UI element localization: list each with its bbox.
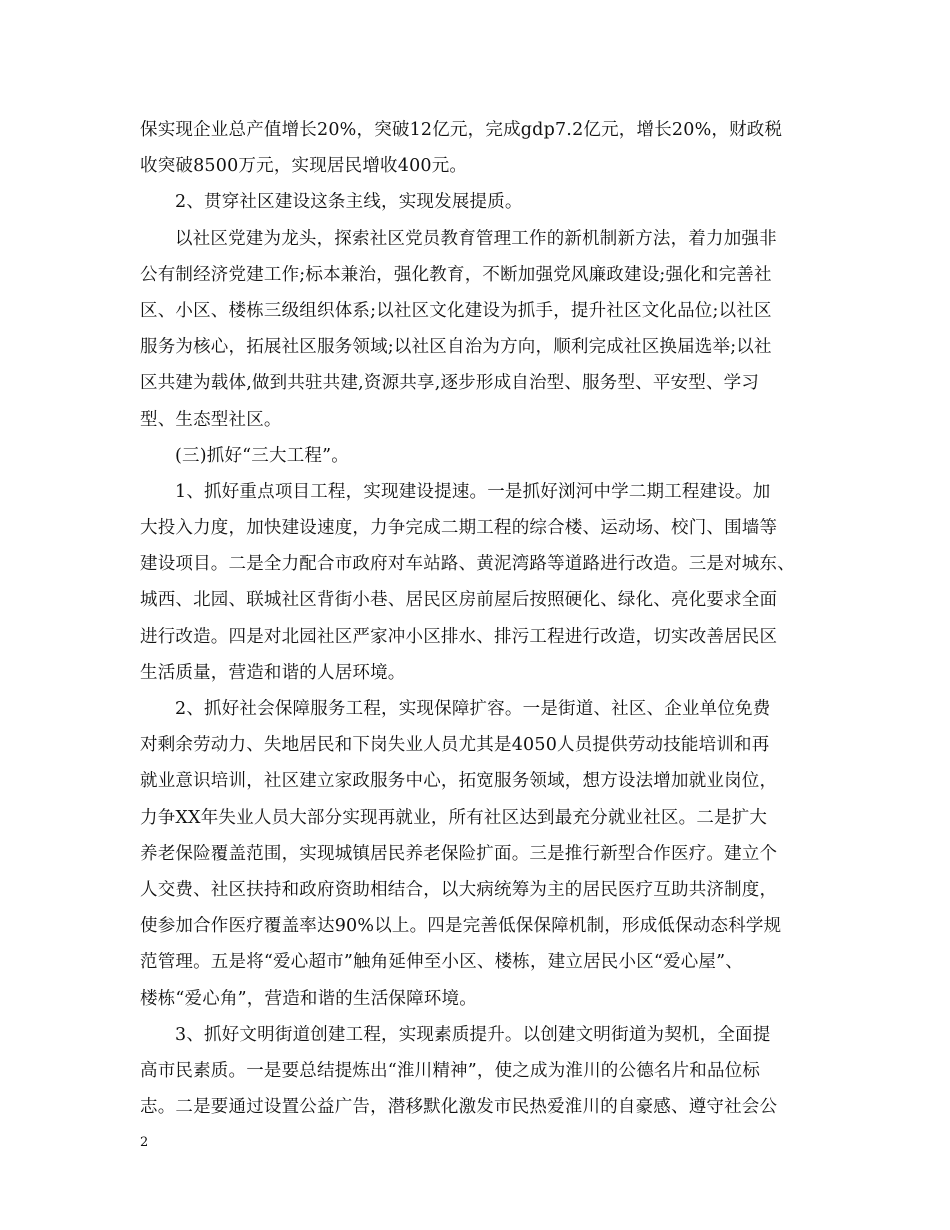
text-line: 区、小区、楼栋三级组织体系;以社区文化建设为抓手，提升社区文化品位;以社区 [140, 300, 772, 321]
text-line: 人交费、社区扶持和政府资助相结合，以大病统筹为主的居民医疗互助共济制度， [140, 879, 778, 900]
text-line: 范管理。五是将“爱心超市”触角延伸至小区、楼栋，建立居民小区“爱心屋”、 [140, 952, 743, 973]
text-line: 保实现企业总产值增长20%，突破12亿元，完成gdp7.2亿元，增长20%，财政税 [140, 120, 783, 140]
text-line: 高市民素质。一是要总结提炼出“淮川精神”，使之成为淮川的公德名片和品位标 [140, 1060, 761, 1081]
text-line: 区共建为载体,做到共驻共建,资源共享,逐步形成自治型、服务型、平安型、学习 [140, 373, 760, 394]
text-line: 生活质量，营造和谐的人居环境。 [140, 662, 406, 683]
text-line: 2、抓好社会保障服务工程，实现保障扩容。一是街道、社区、企业单位免费 [175, 699, 771, 719]
section-heading: (三)抓好“三大工程”。 [175, 445, 349, 466]
text-line: 以社区党建为龙头，探索社区党员教育管理工作的新机制新方法，着力加强非 [175, 228, 777, 249]
text-line: 对剩余劳动力、失地居民和下岗失业人员尤其是4050人员提供劳动技能培训和再 [140, 735, 770, 756]
section-heading: 2、贯穿社区建设这条主线，实现发展提质。 [175, 192, 523, 213]
text-line: 大投入力度，加快建设速度，力争完成二期工程的综合楼、运动场、校门、围墙等 [140, 518, 778, 539]
text-line: 建设项目。二是全力配合市政府对车站路、黄泥湾路等道路进行改造。三是对城东、 [140, 554, 795, 575]
text-line: 收突破8500万元，实现居民增收400元。 [140, 156, 468, 177]
text-line: 志。二是要通过设置公益广告，潜移默化激发市民热爱淮川的自豪感、遵守社会公 [140, 1097, 778, 1118]
text-line: 力争XX年失业人员大部分实现再就业，所有社区达到最充分就业社区。二是扩大 [140, 807, 768, 828]
text-line: 进行改造。四是对北园社区严家冲小区排水、排污工程进行改造，切实改善居民区 [140, 626, 778, 647]
text-line: 公有制经济党建工作;标本兼治，强化教育，不断加强党风廉政建设;强化和完善社 [140, 264, 772, 285]
body-text [140, 112, 830, 1125]
text-line: 城西、北园、联城社区背街小巷、居民区房前屋后按照硬化、绿化、亮化要求全面 [140, 590, 778, 611]
text-line: 型、生态型社区。 [140, 409, 282, 430]
text-line: 楼栋“爱心角”，营造和谐的生活保障环境。 [140, 988, 477, 1009]
text-line: 使参加合作医疗覆盖率达90%以上。四是完善低保保障机制，形成低保动态科学规 [140, 916, 782, 937]
text-line: 1、抓好重点项目工程，实现建设提速。一是抓好浏河中学二期工程建设。加 [175, 481, 771, 502]
text-line: 3、抓好文明街道创建工程，实现素质提升。以创建文明街道为契机，全面提 [175, 1024, 771, 1045]
text-line: 服务为核心，拓展社区服务领域;以社区自治为方向，顺利完成社区换届选举;以社 [140, 337, 772, 358]
page-number: 2 [140, 1135, 149, 1150]
text-line: 养老保险覆盖范围，实现城镇居民养老保险扩面。三是推行新型合作医疗。建立个 [140, 843, 778, 864]
text-line: 就业意识培训，社区建立家政服务中心，拓宽服务领域，想方设法增加就业岗位， [140, 771, 778, 792]
